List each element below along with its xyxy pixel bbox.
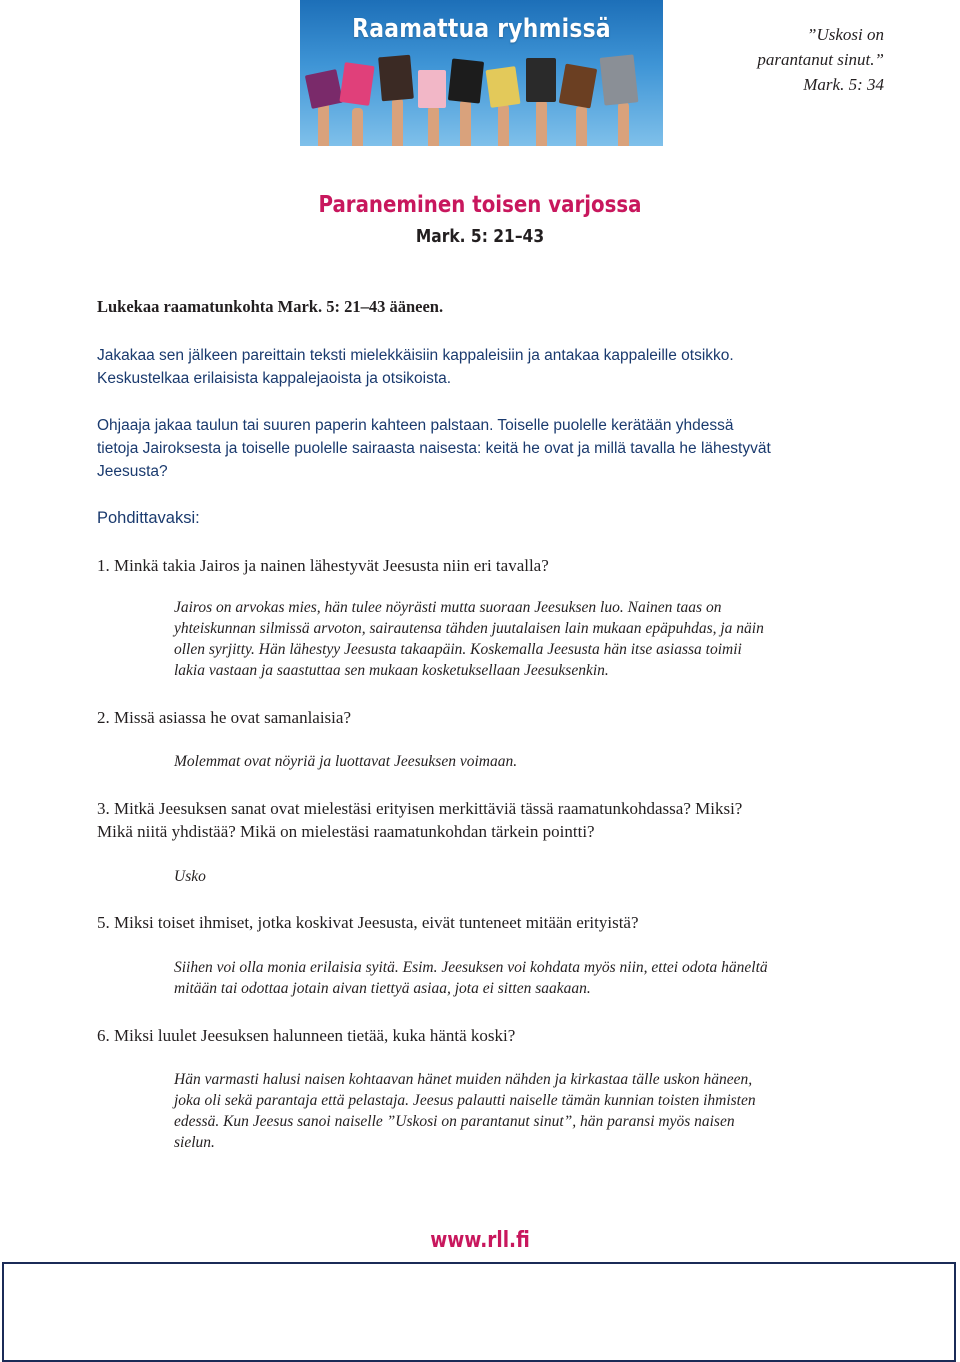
text-line: Ohjaaja jakaa taulun tai suuren paperin kahteen palstaan. Toiselle puolelle kerätään yhdessä	[97, 417, 734, 434]
question-text: 5. Miksi toiset ihmiset, jotka koskivat Jeesusta, eivät tunteneet mitään erityistä?	[97, 913, 639, 932]
text-line: tietoja Jairoksesta ja toiselle puolelle sairaasta naisesta: keitä he ovat ja millä tavalla he lähestyvät	[97, 440, 771, 457]
answer-line: mitään tai odottaa jotain aivan tiettyä asiaa, jota ei sitten saakaan.	[174, 980, 591, 997]
text-line: Keskustelkaa erilaisista kappalejaoista ja otsikoista.	[97, 370, 452, 387]
page-border-frame	[2, 1262, 956, 1362]
answer-5	[174, 957, 864, 999]
question-text: 3. Mitkä Jeesuksen sanat ovat mielestäsi erityisen merkittäviä tässä raamatunkohdassa? Miksi?	[97, 799, 743, 818]
answer-line: Siihen voi olla monia erilaisia syitä. Esim. Jeesuksen voi kohdata myös niin, ettei odota häneltä	[174, 959, 768, 976]
answer-line: yhteiskunnan silmissä arvoton, sairautensa tähden juutalaisen lain mukaan epäpuhdas, ja näin	[174, 620, 764, 637]
quote-line: parantanut sinut.”	[757, 50, 884, 69]
answer-line: Molemmat ovat nöyriä ja luottavat Jeesuksen voimaan.	[174, 753, 518, 770]
page-title: Paraneminen toisen varjossa	[318, 192, 642, 218]
answer-line: Hän varmasti halusi naisen kohtaavan hänet muiden nähden ja kirkastaa tälle uskon häneen,	[174, 1071, 753, 1088]
section-heading: Pohdittavaksi:	[97, 509, 200, 527]
answer-line: edessä. Kun Jeesus sanoi naiselle ”Uskosi on parantanut sinut”, hän paransi myös naisen	[174, 1113, 735, 1130]
answer-1	[174, 597, 864, 681]
answer-line: sielun.	[174, 1134, 215, 1151]
scripture-reference: Mark. 5: 21–43	[415, 226, 545, 247]
question-1	[97, 554, 857, 577]
quote-reference: Mark. 5: 34	[803, 75, 884, 94]
text-line: Jakakaa sen jälkeen pareittain teksti mielekkäisiin kappaleisiin ja antakaa kappaleille otsikko.	[97, 347, 734, 364]
question-text: 1. Minkä takia Jairos ja nainen lähestyvät Jeesusta niin eri tavalla?	[97, 556, 549, 575]
answer-line: lakia vastaan ja saastuttaa sen mukaan kosketuksellaan Jeesuksenkin.	[174, 662, 609, 679]
answer-2	[174, 751, 864, 772]
question-3	[97, 797, 857, 843]
answer-line: joka oli sekä parantaja että pelastaja. Jeesus palautti naiselle tämän kunnian toisten ihmisten	[174, 1092, 756, 1109]
paragraph-1	[97, 344, 734, 390]
paragraph-2	[97, 414, 771, 483]
question-5	[97, 911, 857, 934]
bible-quote	[757, 22, 884, 97]
answer-6	[174, 1069, 864, 1153]
question-text: 2. Missä asiassa he ovat samanlaisia?	[97, 708, 351, 727]
question-6	[97, 1024, 857, 1047]
header-banner-image	[300, 0, 663, 146]
question-2	[97, 706, 857, 729]
answer-line: ollen syrjitty. Hän lähestyy Jeesusta takaapäin. Koskemalla Jeesusta hän itse asiassa toimii	[174, 641, 742, 658]
text-line: Jeesusta?	[97, 463, 168, 480]
answer-line: Jairos on arvokas mies, hän tulee nöyrästi mutta suoraan Jeesuksen luo. Nainen taas on	[174, 599, 722, 616]
question-text: Mikä niitä yhdistää? Mikä on mielestäsi raamatunkohdan tärkein pointti?	[97, 822, 595, 841]
raised-bibles-illustration	[300, 50, 663, 146]
intro-instruction: Lukekaa raamatunkohta Mark. 5: 21–43 ääneen.	[97, 297, 444, 316]
answer-line: Usko	[174, 868, 206, 885]
question-text: 6. Miksi luulet Jeesuksen halunneen tietää, kuka häntä koski?	[97, 1026, 516, 1045]
quote-line: ”Uskosi on	[807, 25, 884, 44]
footer-website-link[interactable]: www.rll.fi	[430, 1228, 530, 1253]
answer-3	[174, 866, 864, 887]
banner-title: Raamattua ryhmissä	[352, 14, 611, 44]
